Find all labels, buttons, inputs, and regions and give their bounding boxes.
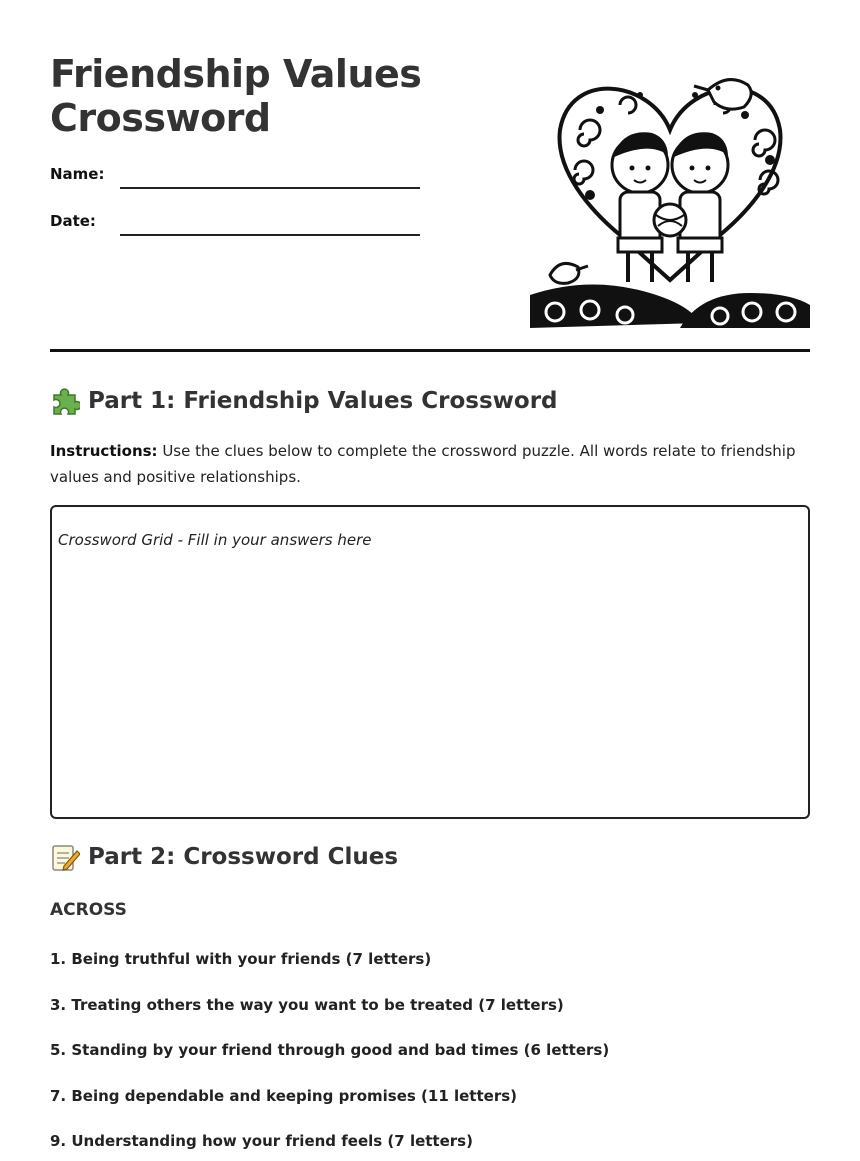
clue-across-9: 9. Understanding how your friend feels (7 letters) [50, 1132, 473, 1150]
name-field[interactable] [50, 165, 420, 195]
title-line-1: Friendship Values [50, 52, 422, 96]
date-line[interactable] [120, 234, 420, 236]
friends-heart-illustration [530, 70, 810, 330]
part2-heading [50, 842, 398, 872]
clue-across-3: 3. Treating others the way you want to be treated (7 letters) [50, 996, 564, 1014]
name-label: Name: [50, 165, 105, 183]
date-label: Date: [50, 212, 96, 230]
crossword-grid-box[interactable] [50, 505, 810, 819]
name-line[interactable] [120, 187, 420, 189]
instructions-label: Instructions: [50, 442, 158, 460]
puzzle-piece-icon [50, 386, 80, 416]
worksheet-header [50, 52, 810, 332]
clue-across-7: 7. Being dependable and keeping promises (11 letters) [50, 1087, 517, 1105]
instructions-text: Use the clues below to complete the crossword puzzle. All words relate to friendship values and positive relationships. [50, 442, 796, 486]
memo-pencil-icon [50, 842, 80, 872]
page-title [50, 52, 490, 140]
instructions [50, 438, 810, 490]
part1-heading-text: Part 1: Friendship Values Crossword [88, 388, 558, 414]
part1-heading [50, 386, 558, 416]
header-divider [50, 349, 810, 352]
part2-heading-text: Part 2: Crossword Clues [88, 844, 399, 870]
crossword-grid-caption: Crossword Grid - Fill in your answers here [58, 531, 372, 549]
clue-across-1: 1. Being truthful with your friends (7 letters) [50, 950, 432, 968]
clue-across-5: 5. Standing by your friend through good and bad times (6 letters) [50, 1041, 610, 1059]
across-heading: ACROSS [50, 900, 127, 920]
date-field[interactable] [50, 212, 420, 242]
title-line-2: Crossword [50, 96, 271, 140]
